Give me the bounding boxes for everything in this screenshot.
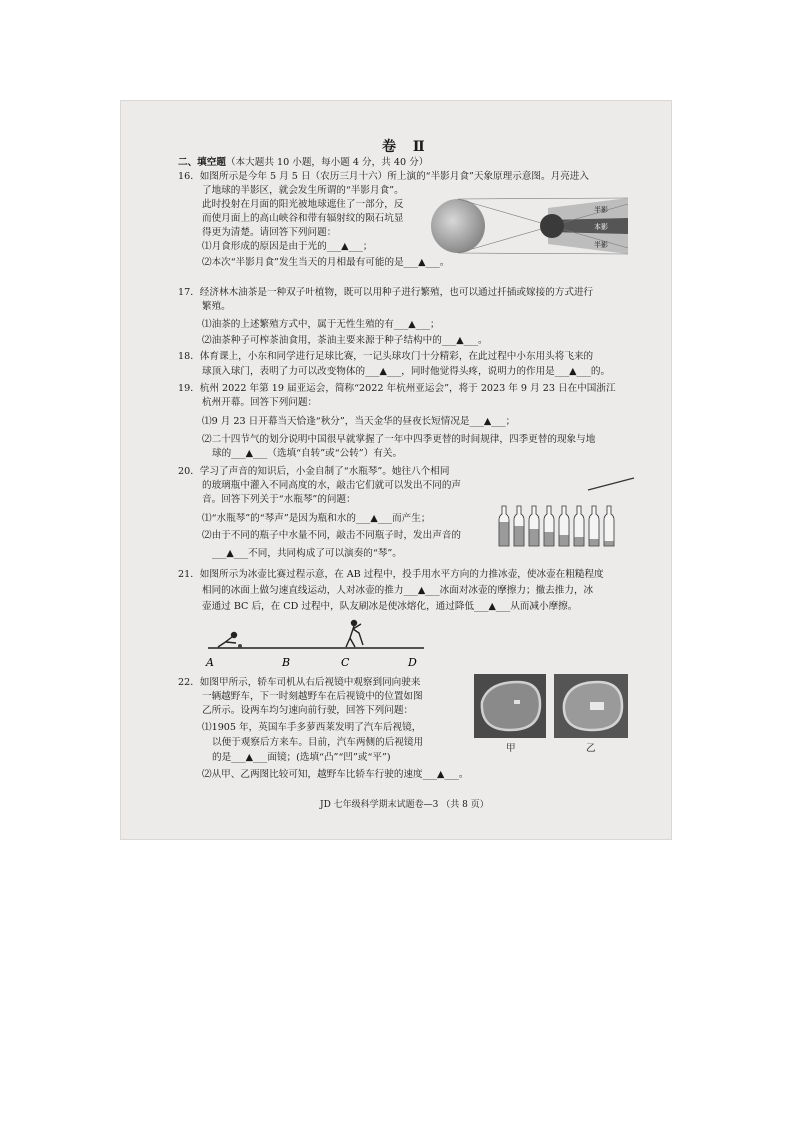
q22-line-6: 的是___▲___面镜；(选填“凸”“凹”或“平”): [212, 752, 391, 763]
vehicle-far: [514, 700, 520, 704]
curling-diagram: [204, 616, 428, 668]
q19-line-5: 球的___▲___（选填“自转”或“公转”）有关。: [212, 448, 403, 459]
q19-line-4: ⑵二十四节气的划分说明中国很早就掌握了一年中四季更替的时间规律，四季更替的现象与地: [202, 434, 596, 445]
q20-line-4: ⑴“水瓶琴”的“琴声”是因为瓶和水的___▲___而产生；: [202, 513, 431, 524]
q16-line-6: ⑴月食形成的原因是由于光的___▲___；: [202, 241, 373, 252]
penumbra-label-bottom: 半影: [594, 241, 608, 249]
q19-line-2: 杭州开幕。回答下列问题：: [202, 397, 318, 408]
q21-line-3: 壶通过 BC 后，在 CD 过程中，队友刷冰是使冰熔化，通过降低___▲___从而减小摩擦。: [202, 601, 578, 612]
eclipse-diagram: [428, 192, 634, 260]
umbra-label: 本影: [594, 223, 608, 231]
q20-line-2: 的玻璃瓶中灌入不同高度的水，敲击它们就可以发出不同的声: [202, 480, 462, 491]
q16-line-1: 16．如图所示是今年 5 月 5 日（农历三月十六）所上演的“半影月食”天象原理示意图。月亮进入: [178, 171, 589, 182]
q16-line-5: 得更为清楚。请回答下列问题：: [202, 227, 337, 238]
sun-shape: [431, 199, 485, 253]
striker-stick: [588, 478, 634, 490]
q16-line-4: 而使月面上的高山峡谷和带有辐射纹的陨石坑显: [202, 213, 404, 224]
page-title: 卷 Ⅱ: [382, 139, 431, 155]
q22-line-2: 一辆越野车，下一时刻越野车在后视镜中的位置如图: [202, 691, 423, 702]
q22-line-7: ⑵从甲、乙两图比较可知，越野车比轿车行驶的速度___▲___。: [202, 769, 469, 780]
mirror-a: [482, 682, 540, 730]
caption-jia: 甲: [506, 743, 516, 754]
bottle-8: [604, 506, 614, 546]
earth-shape: [540, 214, 564, 238]
q22-line-5: 以便于观察后方来车。目前，汽车两侧的后视镜用: [212, 737, 424, 748]
page-footer: JD 七年级科学期末试题卷—3 （共 8 页）: [320, 800, 489, 810]
q16-line-3: 此时投射在月面的阳光被地球遮住了一部分，反: [202, 199, 404, 210]
q22-line-3: 乙所示。设两车均匀速向前行驶，回答下列问题：: [202, 705, 414, 716]
point-b-label: B: [282, 656, 291, 668]
q19-line-1: 19．杭州 2022 年第 19 届亚运会，简称“2022 年杭州亚运会”，将于 2023 年 9 月 23 日在中国浙江: [178, 383, 616, 394]
q20-line-5: ⑵由于不同的瓶子中水量不同，敲击不同瓶子时，发出声音的: [202, 530, 462, 541]
curling-stone: [238, 644, 242, 648]
q22-line-4: ⑴1905 年，英国车手多萝西莱发明了汽车后视镜，: [202, 722, 422, 733]
bottle-set: [496, 476, 636, 548]
exam-page: [120, 100, 672, 840]
caption-yi: 乙: [586, 743, 596, 754]
section-note: （本大题共 10 小题，每小题 4 分，共 40 分）: [225, 157, 429, 168]
q16-line-2: 了地球的半影区，就会发生所谓的“半影月食”。: [202, 185, 404, 196]
point-d-label: D: [408, 656, 417, 668]
section-heading: 二、填空题: [178, 157, 226, 168]
q18-line-1: 18．体育课上，小东和同学进行足球比赛，一记头球攻门十分精彩，在此过程中小东用头将飞来的: [178, 351, 594, 362]
q20-line-1: 20．学习了声音的知识后，小金自制了“水瓶琴”。她往八个相同: [178, 466, 450, 477]
q17-line-2: 繁殖。: [202, 301, 231, 312]
point-c-label: C: [341, 656, 350, 668]
penumbra-label-top: 半影: [594, 206, 608, 214]
q21-line-1: 21．如图所示为冰壶比赛过程示意，在 AB 过程中，投手用水平方向的力推冰壶，使冰壶在粗糙程度: [178, 569, 604, 580]
q22-line-1: 22．如图甲所示，轿车司机从右后视镜中观察到同向驶来: [178, 677, 421, 688]
sweeper-figure: [346, 621, 363, 648]
q17-line-4: ⑵油茶种子可榨茶油食用，茶油主要来源于种子结构中的___▲___。: [202, 335, 488, 346]
q17-line-3: ⑴油茶的上述繁殖方式中，属于无性生殖的有___▲___；: [202, 319, 440, 330]
vehicle-near: [590, 702, 604, 710]
q18-line-2: 球顶入球门，表明了力可以改变物体的___▲___，同时他觉得头疼，说明力的作用是___▲___的。: [202, 366, 611, 377]
section-header: [178, 156, 428, 169]
q19-line-3: ⑴9 月 23 日开幕当天恰逢“秋分”，当天金华的昼夜长短情况是___▲___；: [202, 416, 516, 427]
point-a-label: A: [206, 656, 214, 668]
thrower-figure: [218, 633, 237, 648]
q17-line-1: 17．经济林木油茶是一种双子叶植物，既可以用种子进行繁殖，也可以通过扦插或嫁接的方式进行: [178, 287, 594, 298]
q21-line-2: 相同的冰面上做匀速直线运动，人对冰壶的推力___▲___冰面对冰壶的摩擦力；撤去推力，冰: [202, 585, 594, 596]
q20-line-6: ___▲___不同，共同构成了可以演奏的“琴”。: [212, 548, 402, 559]
q20-line-3: 音。回答下列关于“水瓶琴”的问题：: [202, 494, 356, 505]
mirror-photos: [474, 674, 634, 738]
q16-line-7: ⑵本次“半影月食”发生当天的月相最有可能的是___▲___。: [202, 257, 450, 268]
